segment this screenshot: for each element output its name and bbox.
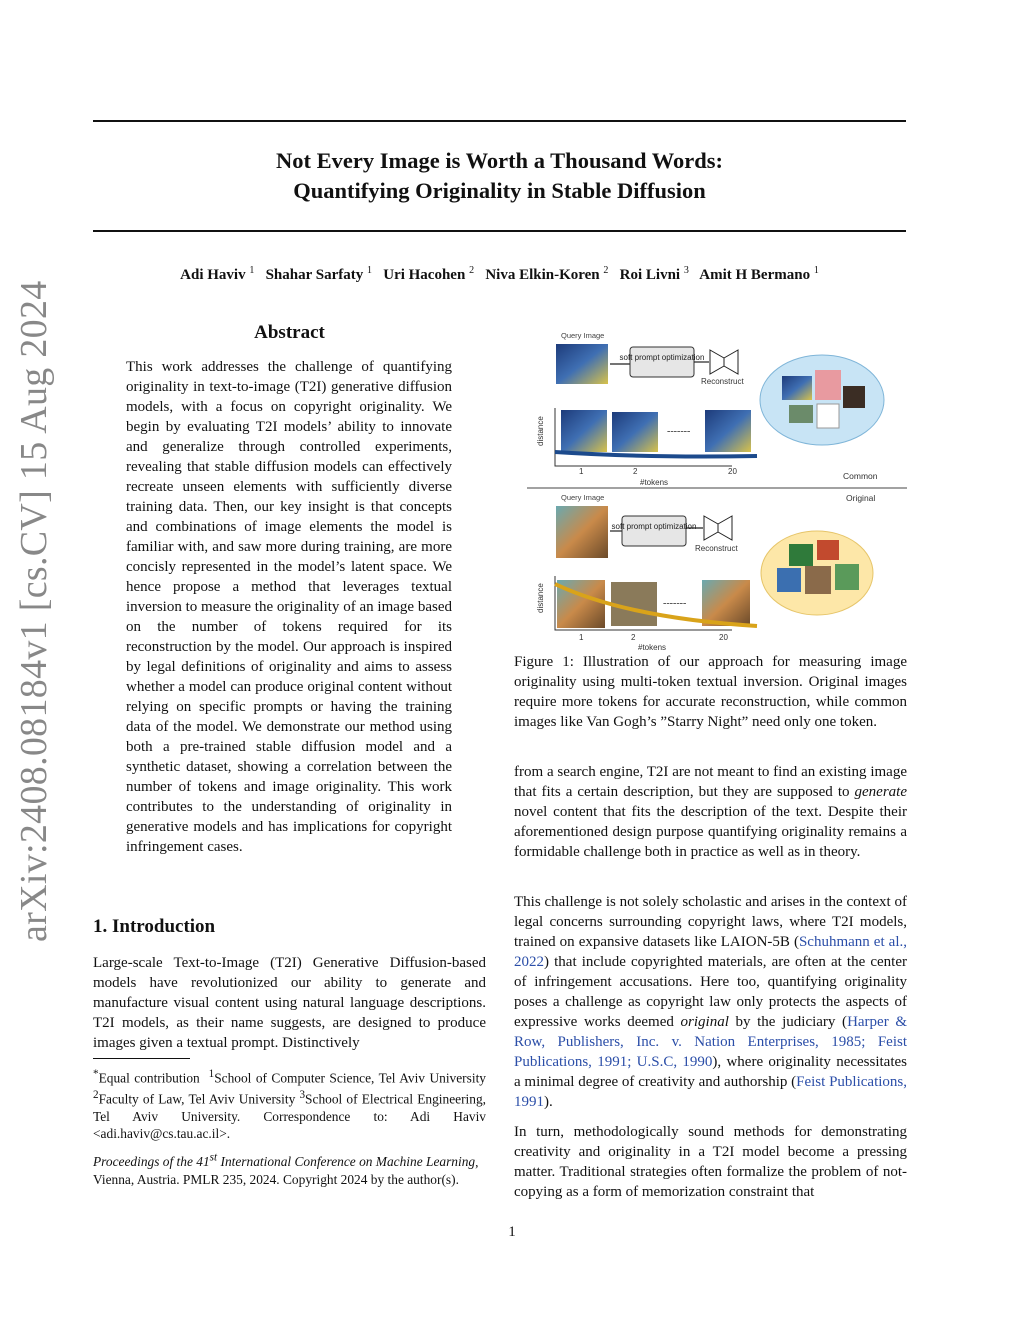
tick-label: 20 [719,633,728,642]
reconstruct-label-top: Reconstruct [701,377,744,386]
reconstruct-label-bottom: Reconstruct [695,544,738,553]
cloud-thumbnail [805,566,831,594]
author: Niva Elkin-Koren $^2$ [485,265,609,283]
title-bottom-rule [93,230,906,232]
distance-curve-top [555,452,757,457]
right-paragraph-2: This challenge is not solely scholastic and arises in the context of legal concerns surrounding copyright laws, where T2I models, trained on expansive datasets like LAION-5B (Schuhmann et al., 2022) that include copyrighted materials, are often at the center of infringement accusations. Here too, quantifying originality poses a challenge as copyright law only protects the aspects of expressive works deemed original by the judiciary (Harper & Row, Publishers, Inc. v. Nation Enterprises, 1985; Feist Publications, 1991; U.S.C, 1990), where originality necessitates a minimal degree of creativity and authorship (Feist Publications, 1991). [514,894,908,1110]
model-hourglass-icon [710,350,738,374]
query-image-starry-night [556,344,608,384]
author-list [93,265,906,284]
right-paragraph-1: from a search engine, T2I are not meant to find an existing image that fits a certain description, but they are supposed to generate novel content that fits the description of the text. Despite their aforementioned design purpose quantifying originality remains a formidable challenge both in practice as well as in theory. [514,764,907,860]
author: Amit H Bermano $^1$ [699,265,819,283]
reconstruction-thumbnail [705,410,751,452]
figure-1-caption: Figure 1: Illustration of our approach for measuring image originality using multi-token textual inversion. Original images require more tokens for accurate reconstruction, while common images like Van Gogh’s ”Starry Night” need only one token. [514,654,907,730]
original-label: Original [846,493,876,503]
title-top-rule [93,120,906,122]
common-label: Common [843,471,878,481]
tick-label: 1 [579,633,584,642]
reconstruction-thumbnail [561,410,607,452]
tick-label: 2 [633,467,638,476]
author: Uri Hacohen $^2$ [383,265,475,283]
reconstruction-thumbnail [612,412,658,452]
abstract-heading: Abstract [254,322,325,343]
figure-1 [527,328,907,652]
author: Adi Haviv $^1$ [180,265,255,283]
query-image-label-top: Query Image [561,331,605,340]
cloud-thumbnail [843,386,865,408]
tokens-label-top: #tokens [640,478,669,487]
title-line-1: Not Every Image is Worth a Thousand Words: [276,148,723,173]
cloud-thumbnail [782,376,812,400]
cloud-thumbnail [815,370,841,400]
tick-label: 1 [579,467,584,476]
footnote-rule [93,1058,190,1059]
distance-label-top: distance [536,416,545,446]
tokens-label-bottom: #tokens [638,643,667,652]
author: Shahar Sarfaty $^1$ [265,265,372,283]
abstract-text: This work addresses the challenge of quantifying originality in text-to-image (T2I) generative diffusion models, with a focus on copyright originality. We begin by evaluating T2I models’ ability to innovate and generalize through controlled experiments, revealing that stable diffusion models can effectively recreate unseen elements with sufficiently diverse training data. Then, our key insight is that concepts and combinations of image elements the model is familiar with, and saw more during training, are more concisly represented in the model’s latent space. We hence propose a method that leverages textual inversion to measure the originality of an image based on the number of tokens required for its reconstruction by the model. Our approach is inspired by legal definitions of originality and aims to assess whether a model can produce original content without relying on specific prompts or having the training data of the model. We demonstrate our method using both a pre-trained stable diffusion model and a synthetic dataset, showing a correlation between the number of tokens and image originality. This work contributes to the understanding of originality in generative models and has implications for copyright infringement cases. [126,359,452,855]
author: Roi Livni $^3$ [619,265,689,283]
page-number: 1 [508,1224,516,1240]
reconstruction-thumbnail [702,580,750,626]
soft-prompt-label-bottom: soft prompt optimization [611,522,697,531]
query-image-label-bottom: Query Image [561,493,605,502]
cloud-thumbnail [789,405,813,423]
citation-link[interactable]: Feist Publications, 1991 [514,1074,907,1110]
model-hourglass-icon [704,516,732,540]
distance-label-bottom: distance [536,583,545,613]
cloud-thumbnail [835,564,859,590]
query-image-original [556,506,608,558]
title-line-2: Quantifying Originality in Stable Diffusion [293,178,706,203]
cloud-thumbnail [777,568,801,592]
soft-prompt-label-top: soft prompt optimization [619,353,705,362]
cloud-thumbnail [817,404,839,428]
citation-link[interactable]: Schuhmann et al., 2022 [514,934,907,970]
paper-title [93,146,906,206]
soft-prompt-box-bottom [622,516,686,546]
right-paragraph-3: In turn, methodologically sound methods for demonstrating creativity and originality in a T2I model become a pressing matter. Traditional strategies often formalize the problem of not-copying as a form of memorization constraint that [514,1124,907,1200]
arxiv-identifier: arXiv:2408.08184v1 [cs.CV] 15 Aug 2024 [13,280,55,942]
citation-link[interactable]: Harper & Row, Publishers, Inc. v. Nation Enterprises, 1985; Feist Publications, 1991; U.S.C, 1990 [514,1014,908,1070]
tick-label: 2 [631,633,636,642]
soft-prompt-box-top [630,347,694,377]
ellipsis: ------- [663,598,687,609]
introduction-heading: 1. Introduction [93,916,216,937]
proceedings-note: Proceedings of the 41st International Conference on Machine Learning, Vienna, Austria. PMLR 235, 2024. Copyright 2024 by the author(s). [93,1152,479,1187]
cloud-thumbnail [817,540,839,560]
ellipsis: ------- [667,426,691,437]
affiliation-footnote: *Equal contribution $^1$School of Computer Science, Tel Aviv University $^2$Faculty of Law, Tel Aviv University $^3$School of Electrical Engineering, Tel Aviv University. Correspondence to: Adi Haviv <adi.haviv@cs.tau.ac.il>. [93,1068,486,1142]
introduction-text: Large-scale Text-to-Image (T2I) Generative Diffusion-based models have revolutionized our ability to generate and manufacture visual content using natural language descriptions. T2I models, as their name suggests, are designed to produce images given a textual prompt. Distinctively [93,955,486,1051]
cloud-thumbnail [789,544,813,566]
tick-label: 20 [728,467,737,476]
